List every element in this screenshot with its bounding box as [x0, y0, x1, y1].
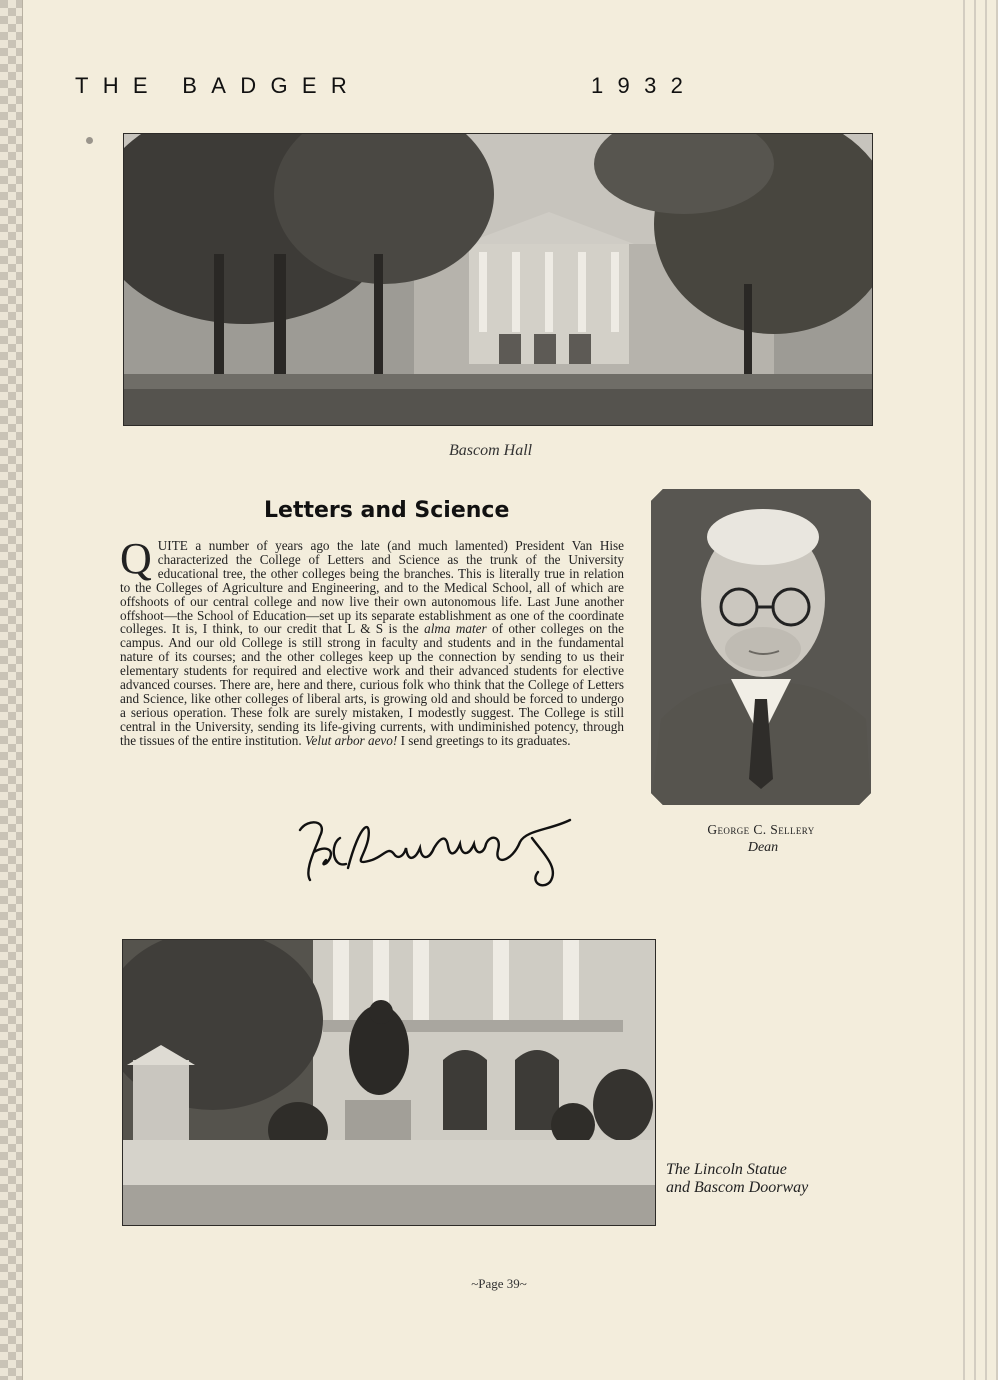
dean-portrait [651, 489, 871, 805]
article-text-italic-2: Velut arbor aevo! [304, 732, 398, 748]
speck [86, 137, 93, 144]
article-title: Letters and Science [264, 498, 510, 523]
article-text-lead: UITE a number of years ago the late (and much lamented) President Van Hise characterized the College of Letters and Science as the trunk of the University educational tree, the other colleges being the branches. This is literally true in relation to the Colleges of Agriculture and Engineering, and to the Medical School, all of which are offshoots of our central college and now live their own autonomous life. Last June another offshoot—the School of Education—set up its separate establishment as one of the coordinate colleges. It is, I think, to our credit that L & S is the [120, 538, 624, 637]
lincoln-caption-line-1: The Lincoln Statue [666, 1161, 787, 1178]
lincoln-statue-photo [122, 939, 656, 1226]
article-body [120, 534, 624, 748]
lincoln-caption-line-2: and Bascom Doorway [666, 1179, 809, 1196]
page-header [75, 73, 698, 99]
dean-title: Dean [747, 840, 779, 855]
drop-cap: Q [120, 534, 152, 583]
lincoln-statue-caption [666, 1161, 866, 1197]
bascom-hall-caption: Bascom Hall [449, 442, 533, 459]
dean-name: George C. Sellery [707, 822, 815, 837]
article-text-italic-1: alma mater [424, 621, 487, 637]
bascom-hall-photo [123, 133, 873, 426]
header-title: THE BADGER [75, 73, 362, 98]
left-decorative-border [0, 0, 23, 1380]
signature [280, 808, 590, 894]
article-text-mid: of other colleges on the campus. And our old College is still strong in faculty and students and in the fundamental nature of its courses; and the other colleges keep up the connection by sending to us their elementary students for required and elective work and their advanced students for elective advanced courses. There are, here and there, curious folk who think that the College of Letters and Science, like other colleges of liberal arts, is growing old and should be forced to undergo a serious operation. These folk are surely mistaken, I modestly suggest. The College is still central in the University, sending its life-giving currents, with undiminished potency, through the tissues of the entire institution. [120, 621, 624, 748]
header-year: 1932 [591, 73, 698, 98]
article-text-end: I send greetings to its graduates. [397, 732, 571, 748]
right-edge-stripes [958, 0, 998, 1380]
page-number: ~Page 39~ [471, 1276, 527, 1291]
